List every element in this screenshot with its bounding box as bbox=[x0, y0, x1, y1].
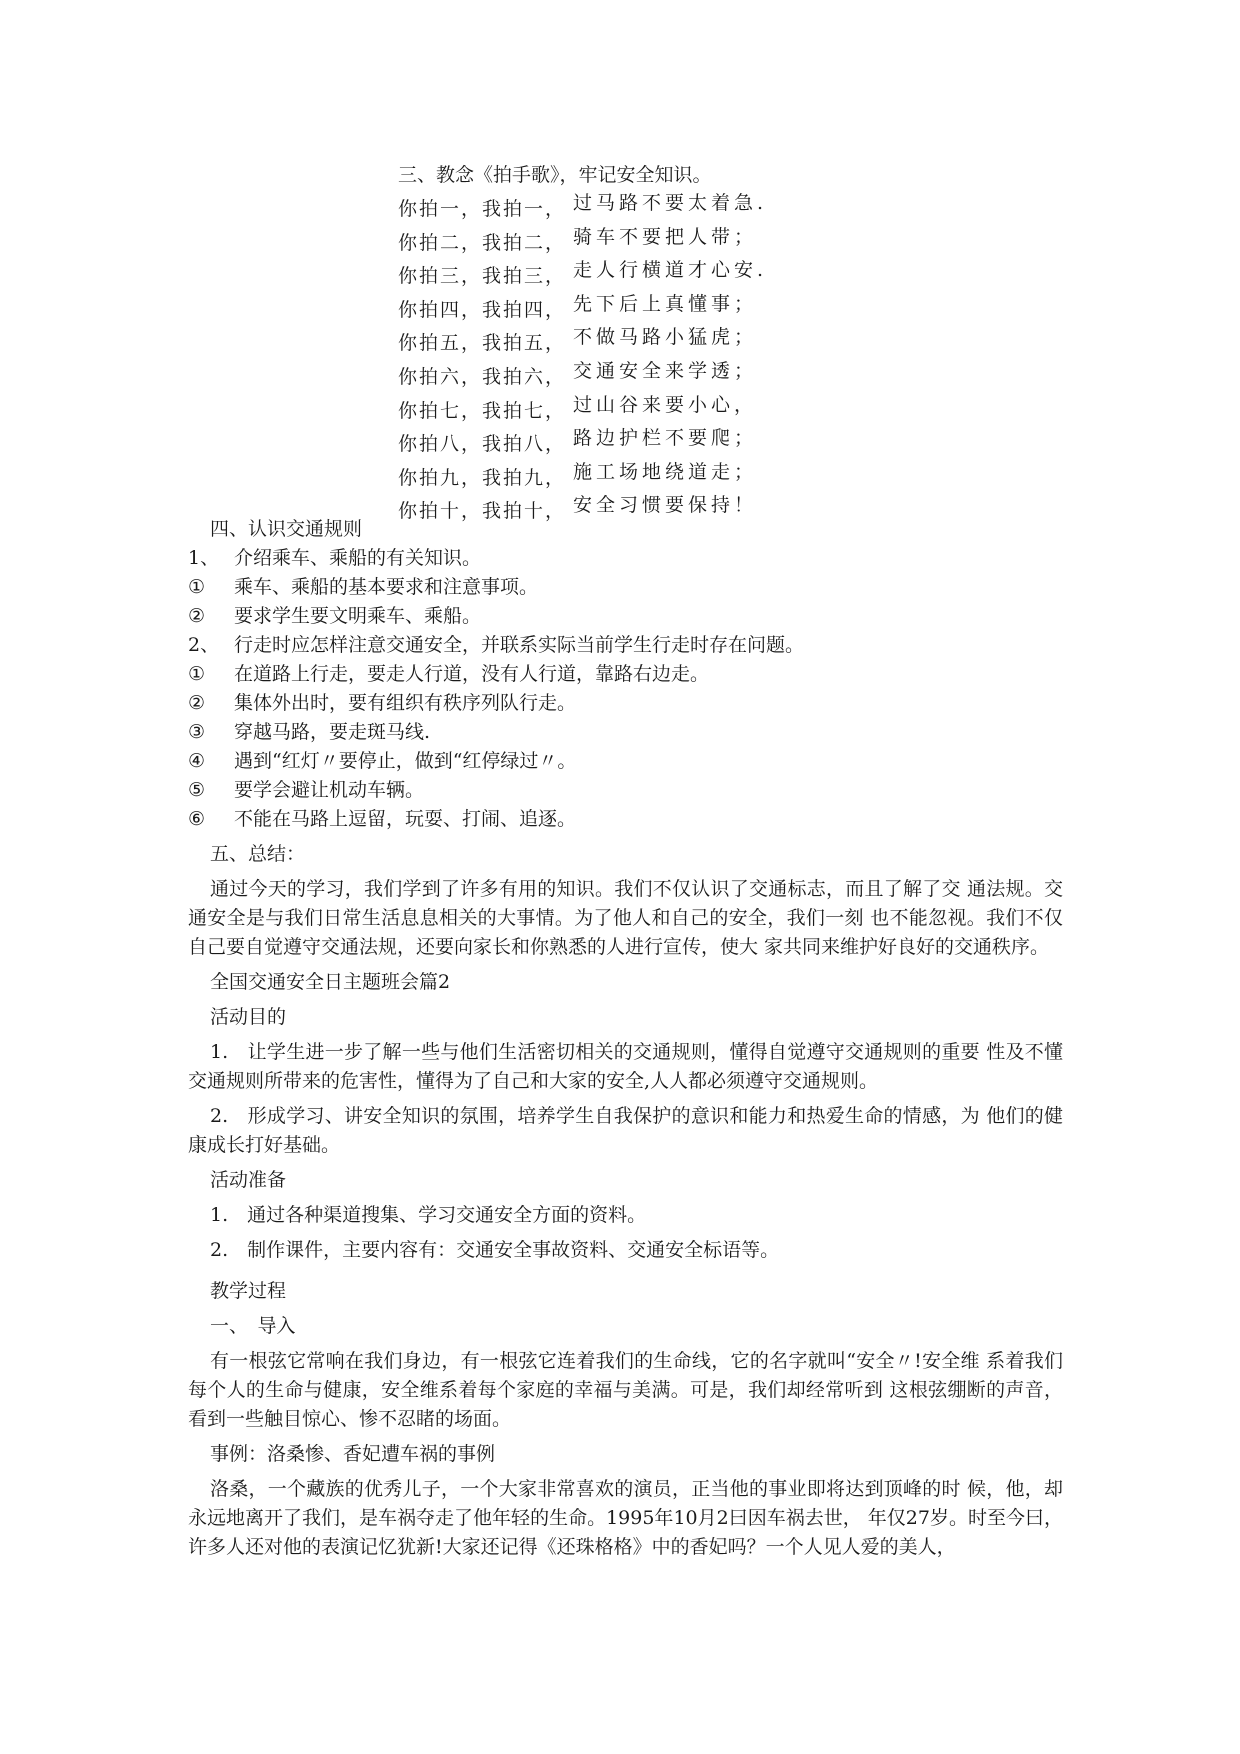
section-heading: 一、 导入 bbox=[210, 1315, 296, 1337]
item-mark: ② bbox=[188, 692, 206, 714]
item-mark: ① bbox=[188, 576, 206, 598]
chant-right-line: 安全习惯要保持！ bbox=[573, 494, 758, 517]
document-body bbox=[188, 515, 1063, 1562]
chant-right-line: 骑车不要把人带； bbox=[573, 225, 758, 248]
item-text: 要求学生要文明乘车、乘船。 bbox=[234, 605, 482, 627]
list-item bbox=[188, 776, 1063, 805]
item-mark: ④ bbox=[188, 750, 206, 772]
chant-left-line: 你拍八，我拍八， bbox=[398, 433, 567, 456]
chant-right-line: 路边护栏不要爬； bbox=[573, 427, 758, 450]
item-text: 行走时应怎样注意交通安全，并联系实际当前学生行走时存在问题。 bbox=[234, 634, 805, 656]
item-number: 2、 bbox=[188, 634, 220, 656]
section-heading: 五、总结： bbox=[210, 843, 306, 865]
list-item bbox=[188, 631, 1063, 660]
chant-right-line: 施工场地绕道走； bbox=[573, 460, 758, 483]
section-heading: 教学过程 bbox=[210, 1280, 287, 1302]
chant-right-line: 走人行横道才心安. bbox=[573, 259, 768, 282]
item-mark: ② bbox=[188, 605, 206, 627]
list-item: 1. 通过各种渠道搜集、学习交通安全方面的资料。 bbox=[210, 1204, 647, 1226]
chant-left-line: 你拍二，我拍二， bbox=[398, 231, 567, 254]
item-number: 1、 bbox=[188, 547, 220, 569]
list-item bbox=[188, 747, 1063, 776]
section-heading: 四、认识交通规则 bbox=[210, 518, 363, 540]
item-mark: ① bbox=[188, 663, 206, 685]
chant-left-line: 你拍七，我拍七， bbox=[398, 399, 567, 422]
list-item bbox=[188, 718, 1063, 747]
chant-right-line: 不做马路小猛虎； bbox=[573, 326, 758, 349]
chant-left-line: 你拍六，我拍六， bbox=[398, 365, 567, 388]
chant-right-line: 过马路不要太着急. bbox=[573, 192, 768, 214]
chant-left-line: 你拍十，我拍十， bbox=[398, 500, 567, 523]
item-text: 穿越马路，要走斑马线. bbox=[234, 721, 431, 743]
item-text: 乘车、乘船的基本要求和注意事项。 bbox=[234, 576, 539, 598]
chant-left-line: 你拍四，我拍四， bbox=[398, 298, 567, 321]
item-mark: ⑤ bbox=[188, 779, 206, 801]
intro-paragraph: 有一根弦它常响在我们身边，有一根弦它连着我们的生命线，它的名字就叫“安全〃!安全维 系着我们每个人的生命与健康，安全维系着每个家庭的幸福与美满。可是，我们却经常听到 这根弦绷断的声音，看到一些触目惊心、惨不忍睹的场面。 bbox=[188, 1350, 1063, 1430]
section-heading: 活动准备 bbox=[210, 1169, 287, 1191]
item-text: 要学会避让机动车辆。 bbox=[234, 779, 425, 801]
section-heading: 活动目的 bbox=[210, 1006, 287, 1028]
list-item bbox=[188, 689, 1063, 718]
section-heading: 事例：洛桑惨、香妃遭车祸的事例 bbox=[210, 1443, 496, 1465]
goal-paragraph: 2. 形成学习、讲安全知识的氛围，培养学生自我保护的意识和能力和热爱生命的情感，为 他们的健康成长打好基础。 bbox=[188, 1105, 1063, 1156]
case-paragraph: 洛桑，一个藏族的优秀儿子，一个大家非常喜欢的演员，正当他的事业即将达到顶峰的时 候，他，却永远地离开了我们，是车祸夺走了他年轻的生命。1995年10月2曰因车祸去世， 年仅27岁。时至今曰，许多人还对他的表演记忆犹新!大家还记得《还珠格格》中的香妃吗？一个人见人爱的美人， bbox=[188, 1478, 1063, 1558]
item-mark: ③ bbox=[188, 721, 206, 743]
list-item bbox=[188, 573, 1063, 602]
item-text: 遇到“红灯〃要停止，做到“红停绿过〃。 bbox=[234, 750, 577, 772]
list-item bbox=[188, 544, 1063, 573]
item-text: 不能在马路上逗留，玩耍、打闹、追逐。 bbox=[234, 808, 577, 830]
chant-right-line: 交通安全来学透； bbox=[573, 359, 758, 382]
chant-left-line: 你拍一，我拍一， bbox=[398, 198, 567, 220]
chant-left-line: 你拍三，我拍三， bbox=[398, 265, 567, 288]
item-text: 集体外出时，要有组织有秩序列队行走。 bbox=[234, 692, 577, 714]
chant-left-column bbox=[398, 193, 567, 529]
chant-right-column bbox=[573, 187, 773, 523]
chant-heading: 三、教念《拍手歌》，牢记安全知识。 bbox=[398, 164, 712, 186]
item-mark: ⑥ bbox=[188, 808, 206, 830]
part-title: 全国交通安全日主题班会篇2 bbox=[210, 971, 451, 993]
list-item bbox=[188, 805, 1063, 834]
list-item bbox=[188, 660, 1063, 689]
chant-right-line: 过山谷来要小心， bbox=[573, 393, 758, 416]
summary-paragraph: 通过今天的学习，我们学到了许多有用的知识。我们不仅认识了交通标志，而且了解了交 通法规。交通安全是与我们日常生活息息相关的大事情。为了他人和自己的安全，我们一刻 也不能忽视。我们不仅自己要自觉遵守交通法规，还要向家长和你熟悉的人进行宣传，使大 家共同来维护好良好的交通秩序。 bbox=[188, 878, 1063, 958]
item-text: 在道路上行走，要走人行道，没有人行道，靠路右边走。 bbox=[234, 663, 710, 685]
list-item: 2. 制作课件，主要内容有：交通安全事故资料、交通安全标语等。 bbox=[210, 1239, 780, 1261]
item-text: 介绍乘车、乘船的有关知识。 bbox=[234, 547, 482, 569]
list-item bbox=[188, 602, 1063, 631]
chant-right-line: 先下后上真懂事； bbox=[573, 292, 758, 315]
chant-left-line: 你拍五，我拍五， bbox=[398, 332, 567, 355]
goal-paragraph: 1. 让学生进一步了解一些与他们生活密切相关的交通规则，懂得自觉遵守交通规则的重要 性及不懂交通规则所带来的危害性，懂得为了自己和大家的安全,人人都必须遵守交通规则。 bbox=[188, 1041, 1063, 1092]
chant-left-line: 你拍九，我拍九， bbox=[398, 466, 567, 489]
